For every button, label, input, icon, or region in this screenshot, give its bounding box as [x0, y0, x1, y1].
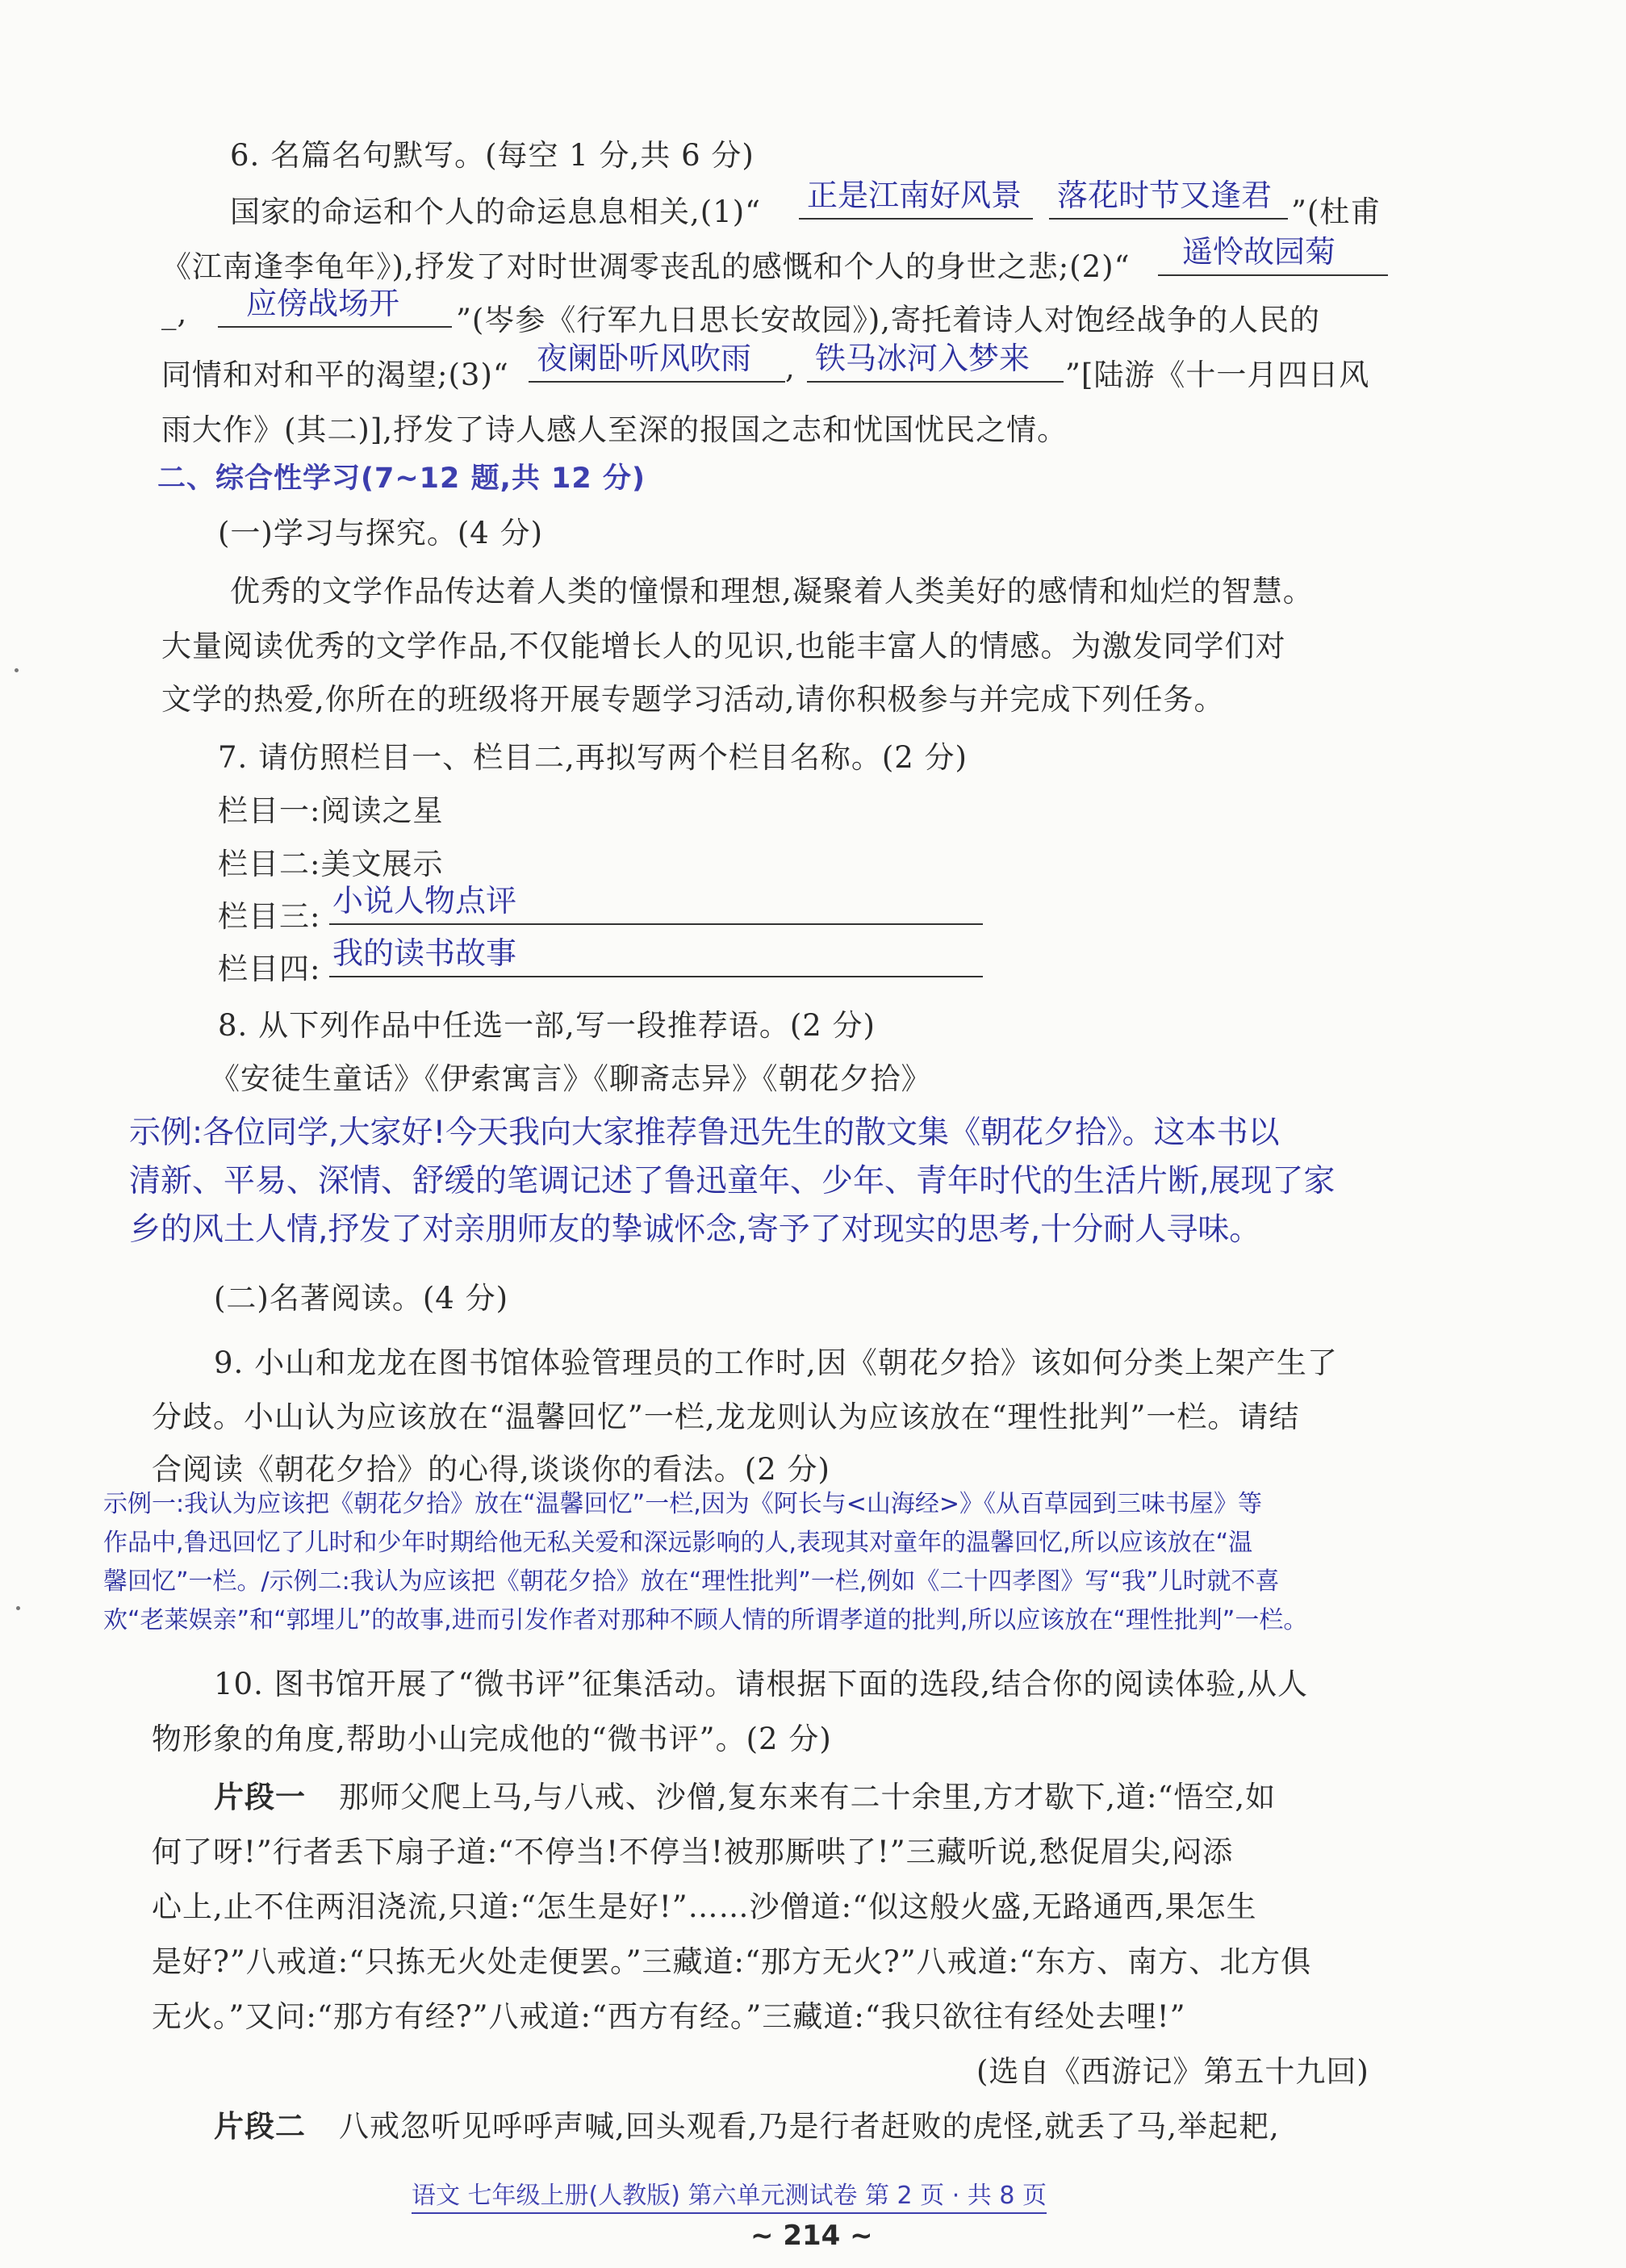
q6-line3-start: _,	[161, 295, 188, 330]
fragment-1-label: 片段一	[214, 1780, 306, 1814]
q7-column-4-label: 栏目四:	[218, 952, 321, 986]
q6-line4: 同情和对和平的渴望;(3)“	[161, 358, 509, 392]
part1-para-1: 优秀的文学作品传达着人类的憧憬和理想,凝聚着人类美好的感情和灿烂的智慧。	[230, 574, 1314, 609]
q7-column-4-answer[interactable]: 我的读书故事	[329, 932, 983, 977]
q7-title: 7. 请仿照栏目一、栏目二,再拟写两个栏目名称。(2 分)	[218, 740, 968, 775]
q6-blank-4[interactable]: 应傍战场开	[218, 282, 452, 328]
fragment-1-line5: 无火。”又问:“那方有经?”八戒道:“西方有经。”三藏道:“我只欲往有经处去哩!”	[152, 1999, 1186, 2034]
q8-answer-line1: 示例:各位同学,大家好!今天我向大家推荐鲁迅先生的散文集《朝花夕拾》。这本书以	[129, 1115, 1280, 1151]
q6-title: 6. 名篇名句默写。(每空 1 分,共 6 分)	[230, 138, 754, 173]
q7-column-1: 栏目一:阅读之星	[218, 793, 444, 828]
q6-line3: ”(岑参《行军九日思长安故园》),寄托着诗人对饱经战争的人民的	[456, 303, 1321, 337]
q9-answer-line2: 作品中,鲁迅回忆了儿时和少年时期给他无私关爱和深远影响的人,表现其对童年的温馨回忆,所以应该放在“温	[103, 1529, 1253, 1557]
fragment-2-label: 片段二	[214, 2109, 306, 2144]
footer-info: 语文 七年级上册(人教版) 第六单元测试卷 第 2 页 · 共 8 页	[412, 2175, 1047, 2214]
q6-line1-end: ”(杜甫	[1291, 195, 1381, 229]
q6-blank-5[interactable]: 夜阑卧听风吹雨	[529, 337, 785, 383]
part1-para-3: 文学的热爱,你所在的班级将开展专题学习活动,请你积极参与并完成下列任务。	[161, 682, 1225, 717]
q6-line2: 《江南逢李龟年》),抒发了对时世凋零丧乱的感慨和个人的身世之悲;(2)“	[161, 249, 1131, 284]
q7-column-2: 栏目二:美文展示	[218, 847, 444, 881]
q7-column-3-answer[interactable]: 小说人物点评	[329, 880, 983, 925]
q6-blank-2[interactable]: 落花时节又逢君	[1049, 174, 1288, 220]
q8-answer-line3: 乡的风土人情,抒发了对亲朋师友的挚诚怀念,寄予了对现实的思考,十分耐人寻味。	[129, 1211, 1261, 1248]
section-2-title: 二、综合性学习(7~12 题,共 12 分)	[157, 462, 646, 495]
part1-para-2: 大量阅读优秀的文学作品,不仅能增长人的见识,也能丰富人的情感。为激发同学们对	[161, 629, 1286, 663]
q9-line1: 9. 小山和龙龙在图书馆体验管理员的工作时,因《朝花夕拾》该如何分类上架产生了	[214, 1345, 1338, 1380]
q6-line4-end: ”[陆游《十一月四日风	[1065, 358, 1370, 392]
q9-answer-line1: 示例一:我认为应该把《朝花夕拾》放在“温馨回忆”一栏,因为《阿长与<山海经>》《从百草园到三味书屋》等	[103, 1490, 1262, 1518]
q6-blank-3[interactable]: 遥怜故园菊	[1158, 231, 1388, 276]
q8-answer-line2: 清新、平易、深情、舒缓的笔调记述了鲁迅童年、少年、青年时代的生活片断,展现了家	[129, 1163, 1335, 1199]
q6-line1: 国家的命运和个人的命运息息相关,(1)“	[230, 195, 762, 229]
q10-line2: 物形象的角度,帮助小山完成他的“微书评”。(2 分)	[152, 1722, 832, 1756]
fragment-1-line1: 那师父爬上马,与八戒、沙僧,复东来有二十余里,方才歇下,道:“悟空,如	[339, 1780, 1277, 1814]
fragment-1-source: (选自《西游记》第五十九回)	[976, 2054, 1369, 2089]
q8-books: 《安徒生童话》《伊索寓言》《聊斋志异》《朝花夕拾》	[210, 1061, 932, 1096]
q8-title: 8. 从下列作品中任选一部,写一段推荐语。(2 分)	[218, 1008, 876, 1043]
part2-title: (二)名著阅读。(4 分)	[214, 1281, 509, 1316]
q6-line5: 雨大作》(其二)],抒发了诗人感人至深的报国之志和忧国忧民之情。	[161, 412, 1068, 447]
q7-column-3-label: 栏目三:	[218, 899, 321, 934]
q9-line3: 合阅读《朝花夕拾》的心得,谈谈你的看法。(2 分)	[152, 1452, 830, 1487]
q6-blank-6[interactable]: 铁马冰河入梦来	[807, 337, 1064, 383]
fragment-2-line1: 八戒忽听见呼呼声喊,回头观看,乃是行者赶败的虎怪,就丢了马,举起耙,	[339, 2109, 1280, 2144]
q9-answer-line4: 欢“老莱娱亲”和“郭埋儿”的故事,进而引发作者对那种不顾人情的所谓孝道的批判,所以应该放在“理性批判”一栏。	[103, 1606, 1308, 1634]
q6-blank-1[interactable]: 正是江南好风景	[799, 174, 1033, 220]
fragment-1-line2: 何了呀!”行者丢下扇子道:“不停当!不停当!被那厮哄了!”三藏听说,愁促眉尖,闷添	[152, 1835, 1234, 1869]
part1-title: (一)学习与探究。(4 分)	[218, 516, 544, 550]
scan-speck	[16, 1606, 20, 1610]
q9-answer-line3: 馨回忆”一栏。/示例二:我认为应该把《朝花夕拾》放在“理性批判”一栏,例如《二十四孝图》写“我”儿时就不喜	[103, 1567, 1280, 1596]
fragment-1-line4: 是好?”八戒道:“只拣无火处走便罢。”三藏道:“那方无火?”八戒道:“东方、南方、北方俱	[152, 1944, 1312, 1979]
q9-line2: 分歧。小山认为应该放在“温馨回忆”一栏,龙龙则认为应该放在“理性批判”一栏。请结	[152, 1400, 1300, 1434]
page-number: ~ 214 ~	[750, 2220, 873, 2252]
q6-comma: ,	[785, 350, 796, 385]
q10-line1: 10. 图书馆开展了“微书评”征集活动。请根据下面的选段,结合你的阅读体验,从人	[214, 1667, 1308, 1701]
fragment-1-line3: 心上,止不住两泪浇流,只道:“怎生是好!”……沙僧道:“似这般火盛,无路通西,果怎生	[152, 1889, 1257, 1924]
scan-speck	[15, 668, 19, 672]
